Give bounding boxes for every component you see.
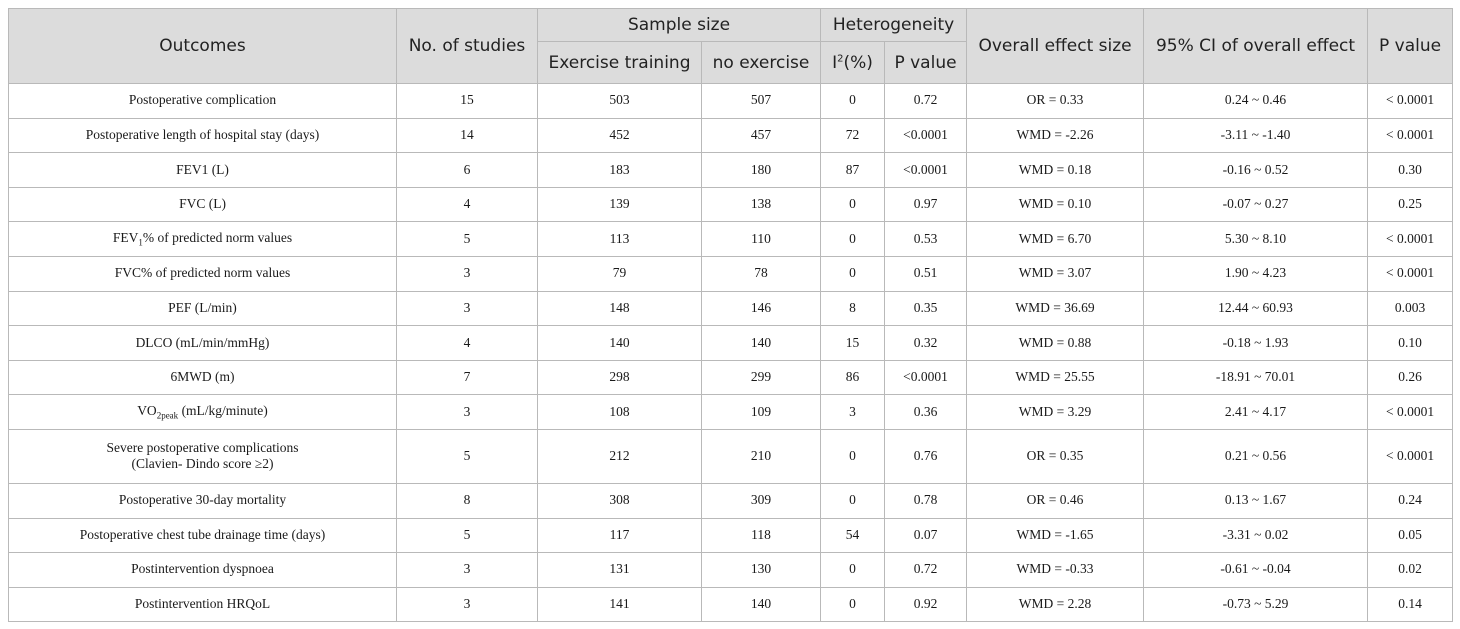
cell-het-p: 0.32 [885, 326, 967, 361]
cell-het-p: <0.0001 [885, 118, 967, 153]
cell-effect: WMD = -2.26 [967, 118, 1144, 153]
cell-no-exercise: 130 [702, 553, 821, 588]
cell-outcome: FEV1 (L) [9, 153, 397, 188]
table-row [9, 118, 1453, 153]
cell-outcome: Postoperative complication [9, 84, 397, 119]
cell-i2: 0 [821, 483, 885, 518]
cell-p: 0.003 [1368, 291, 1453, 326]
cell-het-p: 0.78 [885, 483, 967, 518]
cell-studies: 5 [397, 518, 538, 553]
cell-no-exercise: 109 [702, 395, 821, 430]
cell-exercise: 131 [538, 553, 702, 588]
header-i2 [821, 42, 885, 84]
header-i2-sup: 2 [837, 52, 844, 64]
cell-p: < 0.0001 [1368, 395, 1453, 430]
header-no-of-studies: No. of studies [397, 9, 538, 84]
meta-analysis-table [8, 8, 1453, 622]
header-p-value: P value [1368, 9, 1453, 84]
cell-outcome: Postintervention dyspnoea [9, 553, 397, 588]
cell-no-exercise: 507 [702, 84, 821, 119]
cell-effect: WMD = 0.88 [967, 326, 1144, 361]
cell-ci: 0.13 ~ 1.67 [1144, 483, 1368, 518]
cell-studies: 5 [397, 222, 538, 257]
cell-studies: 7 [397, 360, 538, 395]
header-95-ci: 95% CI of overall effect [1144, 9, 1368, 84]
header-i2-base: I [832, 52, 838, 73]
cell-studies: 4 [397, 326, 538, 361]
cell-het-p: 0.36 [885, 395, 967, 430]
cell-p: 0.24 [1368, 483, 1453, 518]
cell-ci: -0.07 ~ 0.27 [1144, 187, 1368, 222]
cell-het-p: 0.76 [885, 429, 967, 483]
cell-studies: 3 [397, 553, 538, 588]
cell-outcome [9, 429, 397, 483]
cell-effect: WMD = -0.33 [967, 553, 1144, 588]
cell-outcome: FVC (L) [9, 187, 397, 222]
cell-studies: 3 [397, 291, 538, 326]
cell-no-exercise: 309 [702, 483, 821, 518]
table-row [9, 291, 1453, 326]
cell-exercise: 183 [538, 153, 702, 188]
cell-studies: 5 [397, 429, 538, 483]
cell-effect: WMD = 2.28 [967, 587, 1144, 622]
cell-effect: WMD = -1.65 [967, 518, 1144, 553]
cell-ci: 5.30 ~ 8.10 [1144, 222, 1368, 257]
cell-p: 0.26 [1368, 360, 1453, 395]
cell-exercise: 503 [538, 84, 702, 119]
cell-exercise: 117 [538, 518, 702, 553]
outcome-subscript: 2peak [156, 410, 179, 421]
cell-effect: WMD = 3.29 [967, 395, 1144, 430]
cell-studies: 14 [397, 118, 538, 153]
header-sample-size: Sample size [538, 9, 821, 42]
cell-exercise: 452 [538, 118, 702, 153]
cell-no-exercise: 146 [702, 291, 821, 326]
cell-studies: 8 [397, 483, 538, 518]
table-row [9, 553, 1453, 588]
outcome-text: (mL/kg/minute) [178, 402, 268, 418]
cell-i2: 8 [821, 291, 885, 326]
cell-p: 0.25 [1368, 187, 1453, 222]
cell-p: 0.05 [1368, 518, 1453, 553]
cell-i2: 0 [821, 553, 885, 588]
cell-outcome: Postoperative chest tube drainage time (days) [9, 518, 397, 553]
header-i2-tail: (%) [843, 52, 873, 73]
cell-no-exercise: 78 [702, 256, 821, 291]
cell-i2: 87 [821, 153, 885, 188]
cell-outcome: Postintervention HRQoL [9, 587, 397, 622]
cell-p: < 0.0001 [1368, 429, 1453, 483]
cell-het-p: 0.51 [885, 256, 967, 291]
cell-p: 0.14 [1368, 587, 1453, 622]
table-row [9, 587, 1453, 622]
cell-effect: OR = 0.33 [967, 84, 1144, 119]
cell-no-exercise: 140 [702, 326, 821, 361]
cell-effect: WMD = 36.69 [967, 291, 1144, 326]
cell-het-p: 0.72 [885, 553, 967, 588]
cell-effect: WMD = 25.55 [967, 360, 1144, 395]
cell-i2: 86 [821, 360, 885, 395]
table-row [9, 84, 1453, 119]
cell-het-p: <0.0001 [885, 360, 967, 395]
cell-outcome: PEF (L/min) [9, 291, 397, 326]
header-no-exercise: no exercise [702, 42, 821, 84]
table-row [9, 326, 1453, 361]
cell-exercise: 140 [538, 326, 702, 361]
cell-ci: -3.31 ~ 0.02 [1144, 518, 1368, 553]
cell-ci: 1.90 ~ 4.23 [1144, 256, 1368, 291]
cell-no-exercise: 110 [702, 222, 821, 257]
cell-p: 0.30 [1368, 153, 1453, 188]
outcome-line-2: (Clavien- Dindo score ≥2) [131, 456, 274, 472]
cell-no-exercise: 138 [702, 187, 821, 222]
cell-ci: -0.73 ~ 5.29 [1144, 587, 1368, 622]
table-row [9, 429, 1453, 483]
cell-no-exercise: 140 [702, 587, 821, 622]
cell-i2: 72 [821, 118, 885, 153]
cell-no-exercise: 299 [702, 360, 821, 395]
cell-studies: 15 [397, 84, 538, 119]
header-heterogeneity-p-value: P value [885, 42, 967, 84]
table-row [9, 187, 1453, 222]
table-row [9, 483, 1453, 518]
cell-ci: 12.44 ~ 60.93 [1144, 291, 1368, 326]
cell-ci: -3.11 ~ -1.40 [1144, 118, 1368, 153]
table-row [9, 222, 1453, 257]
outcome-subscript: 1 [138, 237, 143, 248]
cell-i2: 0 [821, 222, 885, 257]
cell-studies: 6 [397, 153, 538, 188]
cell-ci: -0.61 ~ -0.04 [1144, 553, 1368, 588]
outcome-text: VO [137, 402, 157, 418]
cell-studies: 3 [397, 587, 538, 622]
cell-studies: 3 [397, 395, 538, 430]
header-outcomes: Outcomes [9, 9, 397, 84]
cell-outcome [9, 395, 397, 430]
table-header [9, 9, 1453, 84]
cell-exercise: 308 [538, 483, 702, 518]
cell-exercise: 212 [538, 429, 702, 483]
table-row [9, 153, 1453, 188]
cell-outcome: FVC% of predicted norm values [9, 256, 397, 291]
cell-i2: 0 [821, 84, 885, 119]
table-row [9, 518, 1453, 553]
cell-i2: 0 [821, 587, 885, 622]
table-row [9, 395, 1453, 430]
cell-het-p: 0.53 [885, 222, 967, 257]
cell-exercise: 141 [538, 587, 702, 622]
header-exercise-training: Exercise training [538, 42, 702, 84]
cell-i2: 0 [821, 429, 885, 483]
cell-p: 0.02 [1368, 553, 1453, 588]
cell-p: < 0.0001 [1368, 118, 1453, 153]
cell-ci: 2.41 ~ 4.17 [1144, 395, 1368, 430]
cell-het-p: 0.97 [885, 187, 967, 222]
cell-p: 0.10 [1368, 326, 1453, 361]
outcome-line-1: Severe postoperative complications [106, 439, 299, 455]
cell-het-p: 0.72 [885, 84, 967, 119]
cell-outcome: Postoperative 30-day mortality [9, 483, 397, 518]
cell-no-exercise: 210 [702, 429, 821, 483]
cell-effect: OR = 0.35 [967, 429, 1144, 483]
cell-het-p: 0.35 [885, 291, 967, 326]
cell-no-exercise: 118 [702, 518, 821, 553]
header-heterogeneity: Heterogeneity [821, 9, 967, 42]
cell-exercise: 79 [538, 256, 702, 291]
cell-i2: 0 [821, 187, 885, 222]
cell-ci: 0.24 ~ 0.46 [1144, 84, 1368, 119]
cell-p: < 0.0001 [1368, 256, 1453, 291]
cell-exercise: 139 [538, 187, 702, 222]
cell-effect: WMD = 0.10 [967, 187, 1144, 222]
cell-i2: 0 [821, 256, 885, 291]
cell-exercise: 113 [538, 222, 702, 257]
cell-studies: 3 [397, 256, 538, 291]
cell-i2: 54 [821, 518, 885, 553]
cell-p: < 0.0001 [1368, 222, 1453, 257]
cell-ci: -0.16 ~ 0.52 [1144, 153, 1368, 188]
cell-no-exercise: 180 [702, 153, 821, 188]
cell-i2: 3 [821, 395, 885, 430]
cell-outcome: Postoperative length of hospital stay (days) [9, 118, 397, 153]
cell-i2: 15 [821, 326, 885, 361]
outcome-text: % of predicted norm values [142, 229, 293, 245]
cell-exercise: 148 [538, 291, 702, 326]
cell-studies: 4 [397, 187, 538, 222]
cell-p: < 0.0001 [1368, 84, 1453, 119]
cell-outcome: 6MWD (m) [9, 360, 397, 395]
cell-het-p: <0.0001 [885, 153, 967, 188]
table-row [9, 256, 1453, 291]
cell-outcome [9, 222, 397, 257]
cell-outcome: DLCO (mL/min/mmHg) [9, 326, 397, 361]
cell-ci: 0.21 ~ 0.56 [1144, 429, 1368, 483]
cell-ci: -0.18 ~ 1.93 [1144, 326, 1368, 361]
cell-effect: OR = 0.46 [967, 483, 1144, 518]
table-body [9, 84, 1453, 622]
table-row [9, 360, 1453, 395]
cell-effect: WMD = 3.07 [967, 256, 1144, 291]
cell-no-exercise: 457 [702, 118, 821, 153]
cell-exercise: 298 [538, 360, 702, 395]
header-overall-effect-size: Overall effect size [967, 9, 1144, 84]
cell-het-p: 0.92 [885, 587, 967, 622]
cell-het-p: 0.07 [885, 518, 967, 553]
outcome-text: FEV [112, 229, 139, 245]
cell-effect: WMD = 0.18 [967, 153, 1144, 188]
cell-effect: WMD = 6.70 [967, 222, 1144, 257]
cell-exercise: 108 [538, 395, 702, 430]
cell-ci: -18.91 ~ 70.01 [1144, 360, 1368, 395]
